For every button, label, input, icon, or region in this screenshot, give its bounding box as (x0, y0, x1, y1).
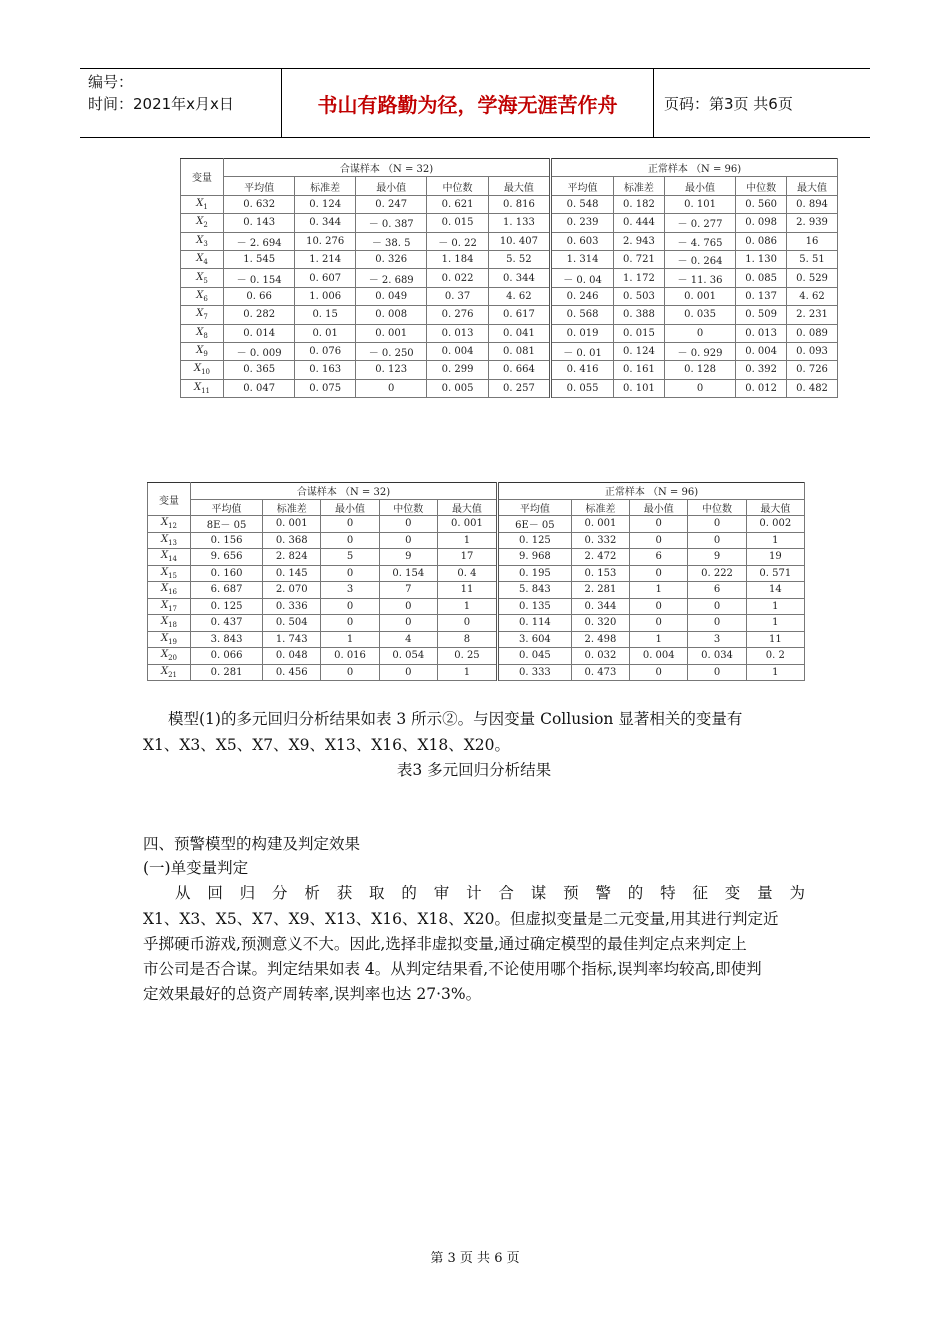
table-cell: 0. 137 (736, 287, 787, 305)
table-cell: 0. 125 (191, 598, 263, 615)
table-cell: 0. 089 (787, 324, 838, 342)
table-cell: 0. 257 (488, 379, 550, 397)
table-cell: 1. 214 (295, 250, 356, 268)
table-row (181, 379, 838, 397)
table-cell: 0. 326 (356, 250, 427, 268)
column-header: 标准差 (571, 499, 629, 516)
table-cell: 0. 392 (736, 361, 787, 379)
table-row (181, 269, 838, 287)
table-cell: 0. 437 (191, 615, 263, 632)
table-cell: 6. 687 (191, 582, 263, 599)
table-cell: 0 (379, 615, 437, 632)
table-cell: 0. 509 (736, 306, 787, 324)
header-motto: 书山有路勤为径，学海无涯苦作舟 (282, 69, 654, 137)
table-cell: 1. 006 (295, 287, 356, 305)
table-cell: 0. 081 (488, 342, 550, 360)
paragraph-2-line-5: 定效果最好的总资产周转率,误判率也达 27·3%。 (143, 985, 482, 1003)
table-cell: － 0. 277 (664, 214, 735, 232)
table-cell: 0. 333 (497, 664, 571, 681)
table-cell: 1 (437, 664, 497, 681)
table-cell: 0. 163 (295, 361, 356, 379)
table-cell: 1. 184 (427, 250, 488, 268)
table-row (148, 648, 805, 665)
document-number: 编号： (88, 73, 134, 91)
table-cell: 0 (379, 532, 437, 549)
column-header: 中位数 (427, 177, 488, 195)
table-cell: 0. 4 (437, 565, 497, 582)
table-row (181, 324, 838, 342)
table-cell: 0. 621 (427, 195, 488, 213)
column-header: 最大值 (787, 177, 838, 195)
table-cell: 4. 62 (787, 287, 838, 305)
column-header: 最小值 (356, 177, 427, 195)
table-cell: 0 (379, 664, 437, 681)
group-normal-header: 正常样本 （N = 96) (497, 483, 804, 500)
table-cell: 0. 482 (787, 379, 838, 397)
table-cell: 0. 004 (736, 342, 787, 360)
table-cell: 1 (630, 582, 688, 599)
table-cell: 2. 824 (263, 549, 321, 566)
table-cell: 1. 130 (736, 250, 787, 268)
column-header: 标准差 (295, 177, 356, 195)
column-header: 平均值 (191, 499, 263, 516)
table-cell: 0. 123 (356, 361, 427, 379)
table-cell: 0. 085 (736, 269, 787, 287)
table-cell: 0. 055 (551, 379, 614, 397)
variable-name: $X_{16}$ (148, 582, 191, 599)
table-cell: 1. 314 (551, 250, 614, 268)
table-cell: 0. 019 (551, 324, 614, 342)
table-cell: 1 (437, 598, 497, 615)
paragraph-1-line-1: 模型(1)的多元回归分析结果如表 3 所示②。与因变量 Collusion 显著相关的变量有 (168, 710, 743, 728)
table-cell: 0. 37 (427, 287, 488, 305)
table-cell: 0. 01 (295, 324, 356, 342)
table-cell: 0. 548 (551, 195, 614, 213)
table-cell: 5. 52 (488, 250, 550, 268)
table-row (181, 342, 838, 360)
table-cell: 0. 726 (787, 361, 838, 379)
table-cell: 5. 51 (787, 250, 838, 268)
table-row (148, 615, 805, 632)
table-cell: 0. 001 (571, 516, 629, 533)
table-cell: 2. 472 (571, 549, 629, 566)
table-cell: 1 (746, 615, 804, 632)
table-cell: 4 (379, 631, 437, 648)
table-cell: 0. 001 (664, 287, 735, 305)
table-cell: 0. 529 (787, 269, 838, 287)
table-cell: 0. 473 (571, 664, 629, 681)
table-cell: 0. 015 (427, 214, 488, 232)
table-cell: 0 (664, 324, 735, 342)
table-cell: 17 (437, 549, 497, 566)
table-cell: 0. 101 (614, 379, 665, 397)
table-cell: 0. 246 (551, 287, 614, 305)
table-cell: 1. 133 (488, 214, 550, 232)
group-collusion-header: 合谋样本 （N = 32) (191, 483, 498, 500)
table-3-caption: 表3 多元回归分析结果 (396, 761, 552, 779)
variable-name: $X_{10}$ (181, 361, 224, 379)
table-cell: 0. 456 (263, 664, 321, 681)
table-cell: 0. 344 (295, 214, 356, 232)
table-cell: 3. 843 (191, 631, 263, 648)
table-cell: 0. 001 (437, 516, 497, 533)
table-cell: 10. 276 (295, 232, 356, 250)
table-cell: 2. 939 (787, 214, 838, 232)
table-cell: － 2. 689 (356, 269, 427, 287)
table-cell: 0. 143 (224, 214, 295, 232)
table-cell: 2. 498 (571, 631, 629, 648)
table-cell: 5 (321, 549, 379, 566)
table-cell: 0. 098 (736, 214, 787, 232)
variable-name: $X_{12}$ (148, 516, 191, 533)
table-cell: 0 (688, 532, 746, 549)
table-cell: 0 (630, 598, 688, 615)
table-cell: 0. 001 (356, 324, 427, 342)
table-cell: 2. 231 (787, 306, 838, 324)
column-header: 最大值 (437, 499, 497, 516)
table-cell: 1 (746, 664, 804, 681)
column-header: 中位数 (379, 499, 437, 516)
paragraph-2-line-3: 乎掷硬币游戏,预测意义不大。因此,选择非虚拟变量,通过确定模型的最佳判定点来判定上 (143, 935, 747, 953)
table-cell: 0. 15 (295, 306, 356, 324)
table-cell: 9. 656 (191, 549, 263, 566)
table-cell: 0 (630, 565, 688, 582)
table-cell: 6 (630, 549, 688, 566)
statistics-table-1 (180, 158, 838, 398)
table-cell: 0. 125 (497, 532, 571, 549)
section-heading: 四、预警模型的构建及判定效果 (143, 835, 361, 853)
table-cell: 0. 282 (224, 306, 295, 324)
column-header: 平均值 (551, 177, 614, 195)
table-cell: 0. 032 (571, 648, 629, 665)
column-header: 平均值 (224, 177, 295, 195)
table-cell: 0. 388 (614, 306, 665, 324)
table-cell: 16 (787, 232, 838, 250)
table-cell: 0 (379, 516, 437, 533)
table-cell: 0. 444 (614, 214, 665, 232)
variable-name: $X_4$ (181, 250, 224, 268)
table-cell: 2. 281 (571, 582, 629, 599)
table-cell: 9 (379, 549, 437, 566)
variable-name: $X_{17}$ (148, 598, 191, 615)
table-cell: 0 (688, 615, 746, 632)
table-row (148, 582, 805, 599)
paragraph-2-line-1: 从回归分析获取的审计合谋预警的特征变量为 (175, 884, 805, 902)
table-cell: 0. 054 (379, 648, 437, 665)
column-header: 最小值 (630, 499, 688, 516)
column-header: 标准差 (614, 177, 665, 195)
table-cell: 0. 25 (437, 648, 497, 665)
variable-name: $X_3$ (181, 232, 224, 250)
table-cell: 9. 968 (497, 549, 571, 566)
paragraph-2-line-4: 市公司是否合谋。判定结果如表 4。从判定结果看,不论使用哪个指标,误判率均较高,即使判 (143, 960, 762, 978)
table-cell: 1 (437, 532, 497, 549)
table-cell: 0. 344 (488, 269, 550, 287)
table-cell: 0 (688, 598, 746, 615)
table-cell: 7 (379, 582, 437, 599)
table-cell: 0 (688, 516, 746, 533)
table-cell: － 0. 01 (551, 342, 614, 360)
table-cell: 0. 816 (488, 195, 550, 213)
table-cell: － 0. 04 (551, 269, 614, 287)
paragraph-2-line-2: X1、X3、X5、X7、X9、X13、X16、X18、X20。但虚拟变量是二元变量,用其进行判定近 (143, 910, 779, 928)
table-cell: 0. 045 (497, 648, 571, 665)
table-cell: 0. 066 (191, 648, 263, 665)
variable-name: $X_{14}$ (148, 549, 191, 566)
table-cell: 0. 276 (427, 306, 488, 324)
table-cell: 0 (630, 664, 688, 681)
table-cell: 0 (630, 516, 688, 533)
table-cell: 0. 161 (614, 361, 665, 379)
table-cell: 0 (321, 598, 379, 615)
table-row (148, 664, 805, 681)
table-cell: － 2. 694 (224, 232, 295, 250)
table-cell: － 38. 5 (356, 232, 427, 250)
table-row (181, 287, 838, 305)
table-cell: 0 (321, 532, 379, 549)
table-cell: 0 (664, 379, 735, 397)
table-cell: 0. 416 (551, 361, 614, 379)
table-cell: 5. 843 (497, 582, 571, 599)
table-cell: 0. 093 (787, 342, 838, 360)
table-cell: － 0. 387 (356, 214, 427, 232)
table-cell: 0. 153 (571, 565, 629, 582)
table-cell: 9 (688, 549, 746, 566)
table-cell: 0. 154 (379, 565, 437, 582)
table-cell: 0. 049 (356, 287, 427, 305)
table-cell: － 4. 765 (664, 232, 735, 250)
table-cell: 0. 013 (427, 324, 488, 342)
column-header: 最小值 (664, 177, 735, 195)
table-row (181, 250, 838, 268)
header-page-info: 页码：第3页 共6页 (664, 94, 793, 113)
table-cell: － 0. 154 (224, 269, 295, 287)
table-row (148, 565, 805, 582)
var-header: 变量 (181, 159, 224, 196)
table-cell: 1 (746, 532, 804, 549)
table-cell: 1. 743 (263, 631, 321, 648)
variable-name: $X_9$ (181, 342, 224, 360)
table-cell: 0. 048 (263, 648, 321, 665)
table-cell: 4. 62 (488, 287, 550, 305)
table-cell: 0. 004 (427, 342, 488, 360)
table-cell: 0. 2 (746, 648, 804, 665)
page-footer: 第 3 页 共 6 页 (430, 1251, 520, 1266)
variable-name: $X_8$ (181, 324, 224, 342)
table-cell: － 0. 929 (664, 342, 735, 360)
column-header: 最小值 (321, 499, 379, 516)
table-cell: 0. 560 (736, 195, 787, 213)
variable-name: $X_{20}$ (148, 648, 191, 665)
table-row (148, 598, 805, 615)
table-cell: 0. 004 (630, 648, 688, 665)
table-cell: 1 (746, 598, 804, 615)
variable-name: $X_5$ (181, 269, 224, 287)
group-normal-header: 正常样本 （N = 96) (551, 159, 838, 177)
table-row (148, 549, 805, 566)
table-cell: 0. 124 (295, 195, 356, 213)
table-cell: 0. 002 (746, 516, 804, 533)
table-cell: 0. 320 (571, 615, 629, 632)
table-cell: 0. 012 (736, 379, 787, 397)
table-cell: 0. 035 (664, 306, 735, 324)
table-cell: 0 (630, 532, 688, 549)
table-cell: 0. 008 (356, 306, 427, 324)
table-cell: 0. 016 (321, 648, 379, 665)
table-row (148, 532, 805, 549)
table-cell: － 0. 264 (664, 250, 735, 268)
table-row (181, 232, 838, 250)
document-date: 时间：2021年x月x日 (88, 95, 234, 113)
table-row (181, 195, 838, 213)
table-cell: 0. 281 (191, 664, 263, 681)
variable-name: $X_2$ (181, 214, 224, 232)
table-cell: 0. 014 (224, 324, 295, 342)
table-cell: 19 (746, 549, 804, 566)
table-cell: 6 (688, 582, 746, 599)
table-cell: 14 (746, 582, 804, 599)
table-cell: 0. 336 (263, 598, 321, 615)
table-row (148, 631, 805, 648)
table-cell: 1 (321, 631, 379, 648)
table-cell: 0. 222 (688, 565, 746, 582)
table-cell: 3 (688, 631, 746, 648)
table-cell: － 11. 36 (664, 269, 735, 287)
table-cell: 0. 015 (614, 324, 665, 342)
var-header: 变量 (148, 483, 191, 516)
table-cell: 10. 407 (488, 232, 550, 250)
table-cell: 0 (688, 664, 746, 681)
table-cell: 2. 943 (614, 232, 665, 250)
table-cell: 0. 041 (488, 324, 550, 342)
variable-name: $X_1$ (181, 195, 224, 213)
table-cell: 0. 299 (427, 361, 488, 379)
table-cell: 0. 344 (571, 598, 629, 615)
table-row (181, 306, 838, 324)
table-cell: 0. 013 (736, 324, 787, 342)
table-cell: 0. 160 (191, 565, 263, 582)
table-cell: 0. 195 (497, 565, 571, 582)
column-header: 平均值 (497, 499, 571, 516)
variable-name: $X_6$ (181, 287, 224, 305)
table-cell: 0. 145 (263, 565, 321, 582)
table-cell: 0. 239 (551, 214, 614, 232)
column-header: 最大值 (746, 499, 804, 516)
table-row (181, 214, 838, 232)
table-cell: 0. 114 (497, 615, 571, 632)
table-cell: 0. 156 (191, 532, 263, 549)
header-meta (80, 69, 282, 137)
table-cell: 0. 568 (551, 306, 614, 324)
table-cell: 0. 504 (263, 615, 321, 632)
variable-name: $X_{13}$ (148, 532, 191, 549)
table-cell: 1. 545 (224, 250, 295, 268)
table-cell: 8 (437, 631, 497, 648)
variable-name: $X_{19}$ (148, 631, 191, 648)
table-cell: 0 (437, 615, 497, 632)
table-cell: 0 (356, 379, 427, 397)
table-cell: 0 (321, 664, 379, 681)
table-cell: 0. 182 (614, 195, 665, 213)
table-cell: 6E－ 05 (497, 516, 571, 533)
table-cell: 0. 332 (571, 532, 629, 549)
table-cell: 0. 034 (688, 648, 746, 665)
table-cell: 0. 001 (263, 516, 321, 533)
table-cell: 0. 135 (497, 598, 571, 615)
table-cell: － 0. 22 (427, 232, 488, 250)
table-cell: 3 (321, 582, 379, 599)
variable-name: $X_{11}$ (181, 379, 224, 397)
page-header (80, 68, 870, 138)
table-cell: 0. 607 (295, 269, 356, 287)
table-cell: 0. 503 (614, 287, 665, 305)
table-row (148, 516, 805, 533)
table-cell: 0. 124 (614, 342, 665, 360)
table-cell: 0. 721 (614, 250, 665, 268)
table-cell: 0. 664 (488, 361, 550, 379)
table-row (181, 361, 838, 379)
subsection-heading: (一)单变量判定 (143, 859, 249, 877)
variable-name: $X_{18}$ (148, 615, 191, 632)
table-cell: 0. 632 (224, 195, 295, 213)
table-cell: 11 (437, 582, 497, 599)
table-cell: 0. 603 (551, 232, 614, 250)
column-header: 中位数 (736, 177, 787, 195)
table-cell: 0. 075 (295, 379, 356, 397)
table-cell: 11 (746, 631, 804, 648)
column-header: 最大值 (488, 177, 550, 195)
table-cell: 0 (321, 565, 379, 582)
table-cell: 0 (321, 615, 379, 632)
table-cell: － 0. 009 (224, 342, 295, 360)
table-cell: 0. 365 (224, 361, 295, 379)
group-collusion-header: 合谋样本 （N = 32) (224, 159, 551, 177)
table-cell: 0. 894 (787, 195, 838, 213)
table-cell: 1 (630, 631, 688, 648)
table-cell: 8E－ 05 (191, 516, 263, 533)
table-cell: 0. 617 (488, 306, 550, 324)
paragraph-1-line-2: X1、X3、X5、X7、X9、X13、X16、X18、X20。 (143, 736, 511, 754)
table-cell: 0. 005 (427, 379, 488, 397)
variable-name: $X_{21}$ (148, 664, 191, 681)
table-cell: 0. 022 (427, 269, 488, 287)
table-cell: 0 (630, 615, 688, 632)
table-cell: 0. 247 (356, 195, 427, 213)
table-cell: 0. 571 (746, 565, 804, 582)
table-cell: 0. 076 (295, 342, 356, 360)
table-cell: 0 (321, 516, 379, 533)
table-cell: 2. 070 (263, 582, 321, 599)
table-cell: 0. 101 (664, 195, 735, 213)
table-cell: 3. 604 (497, 631, 571, 648)
table-cell: 0. 047 (224, 379, 295, 397)
table-cell: 0 (379, 598, 437, 615)
column-header: 中位数 (688, 499, 746, 516)
table-cell: 0. 128 (664, 361, 735, 379)
table-cell: － 0. 250 (356, 342, 427, 360)
table-cell: 0. 086 (736, 232, 787, 250)
table-cell: 0. 66 (224, 287, 295, 305)
variable-name: $X_7$ (181, 306, 224, 324)
table-cell: 0. 368 (263, 532, 321, 549)
column-header: 标准差 (263, 499, 321, 516)
table-cell: 1. 172 (614, 269, 665, 287)
statistics-table-2 (147, 482, 805, 681)
variable-name: $X_{15}$ (148, 565, 191, 582)
